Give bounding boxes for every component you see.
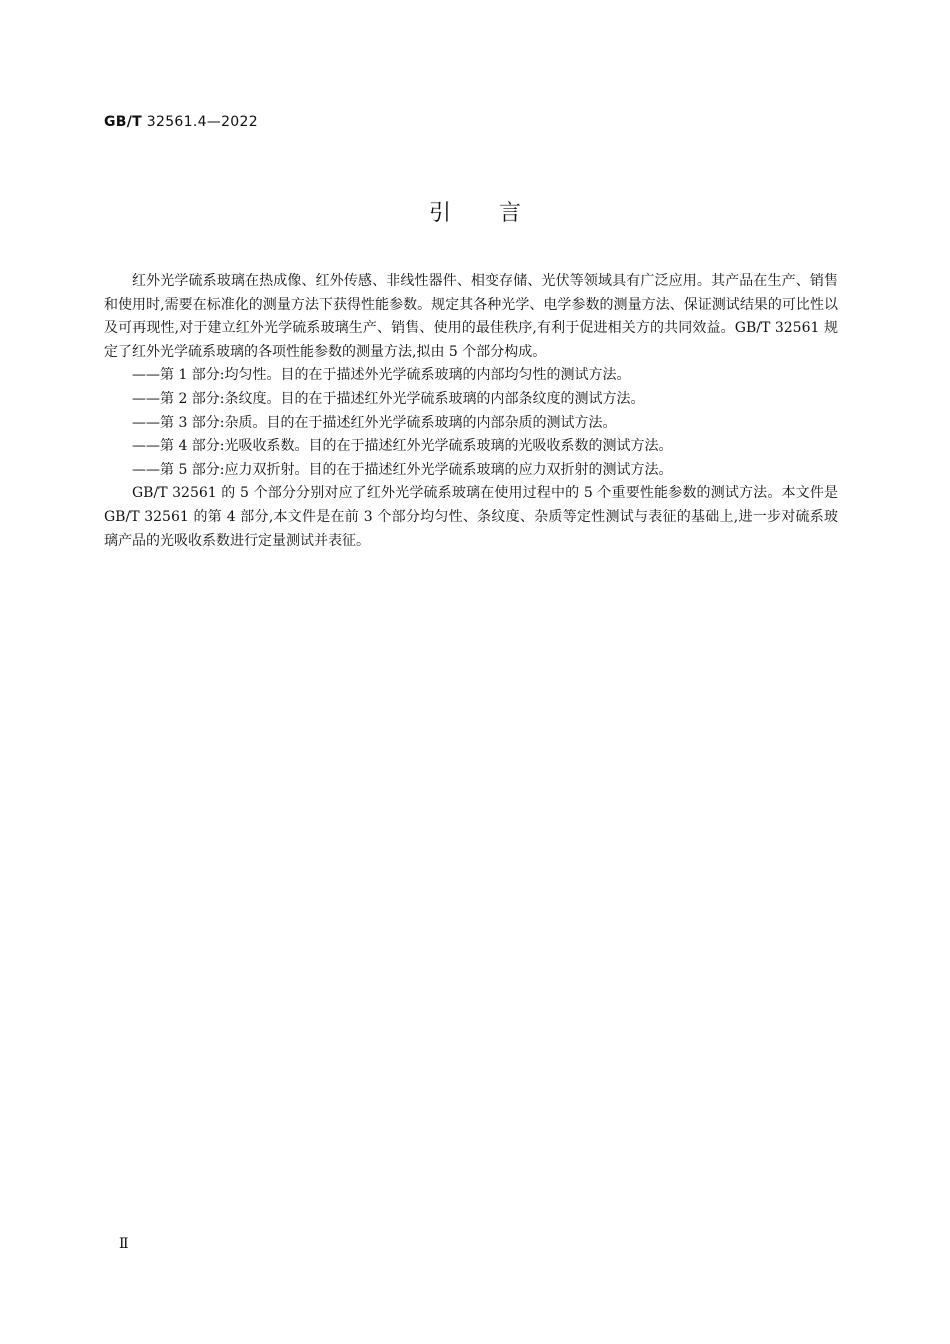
standard-prefix: GB/T [104,114,143,130]
page-number: Ⅱ [119,1236,129,1252]
standard-number: 32561.4—2022 [146,114,258,130]
part-item-5: ——第 5 部分:应力双折射。目的在于描述红外光学硫系玻璃的应力双折射的测试方法。 [132,461,673,478]
part-item-4: ——第 4 部分:光吸收系数。目的在于描述红外光学硫系玻璃的光吸收系数的测试方法。 [132,438,673,455]
part-item-2: ——第 2 部分:条纹度。目的在于描述红外光学硫系玻璃的内部条纹度的测试方法。 [132,390,645,407]
page-title: 引言 [428,201,569,226]
standard-code [104,114,258,130]
closing-paragraph: GB/T 32561 的 5 个部分分别对应了红外光学硫系玻璃在使用过程中的 5 个重要性能参数的测试方法。本文件是 GB/T 32561 的第 4 部分,本文件是在前 3 个部分均匀性、条纹度、杂质等定性测试与表征的基础上,进一步对硫系玻璃产品的光吸收系数进行定量测试并表征。 [104,485,838,549]
part-item-3: ——第 3 部分:杂质。目的在于描述红外光学硫系玻璃的内部杂质的测试方法。 [132,414,617,431]
intro-paragraph: 红外光学硫系玻璃在热成像、红外传感、非线性器件、相变存储、光伏等领域具有广泛应用。其产品在生产、销售和使用时,需要在标准化的测量方法下获得性能参数。规定其各种光学、电学参数的测量方法、保证测试结果的可比性以及可再现性,对于建立红外光学硫系玻璃生产、销售、使用的最佳秩序,有利于促进相关方的共同效益。GB/T 32561 规定了红外光学硫系玻璃的各项性能参数的测量方法,拟由 5 个部分构成。 [104,273,838,360]
part-item-1: ——第 1 部分:均匀性。目的在于描述外光学硫系玻璃的内部均匀性的测试方法。 [132,367,631,384]
document-body [104,270,838,553]
